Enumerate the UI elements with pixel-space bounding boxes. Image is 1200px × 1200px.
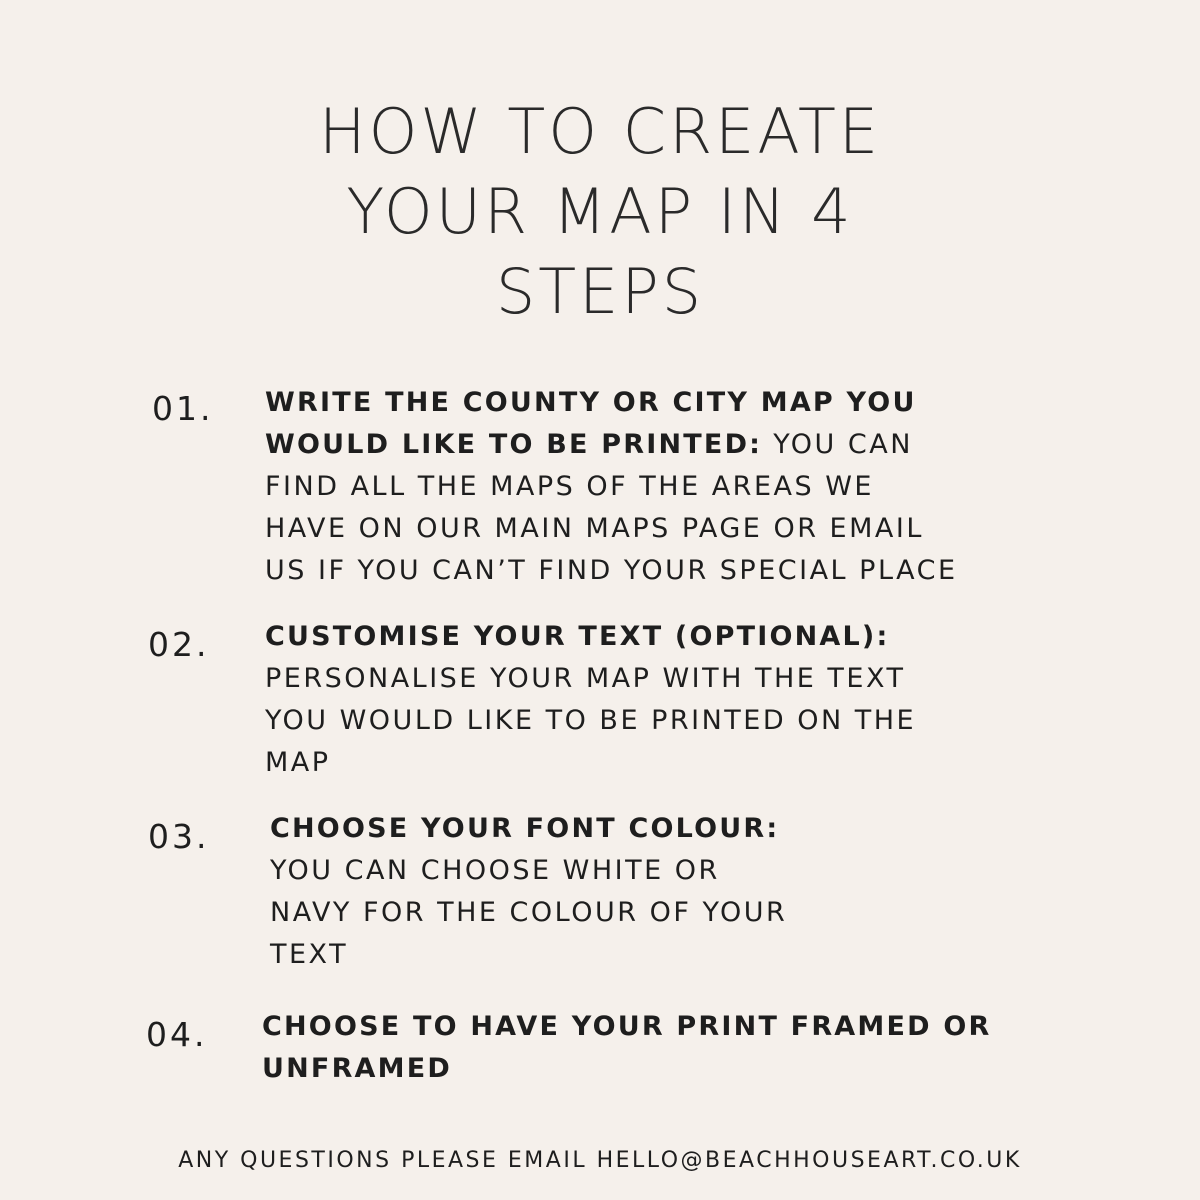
step-1-text-line-1: FIND ALL THE MAPS OF THE AREAS WE	[265, 471, 874, 502]
step-2-text-line-2: YOU WOULD LIKE TO BE PRINTED ON THE	[265, 705, 917, 736]
step-3-content	[270, 808, 1170, 976]
step-3-number: 03.	[148, 817, 210, 856]
step-2-text-line-1: PERSONALISE YOUR MAP WITH THE TEXT	[265, 663, 906, 694]
step-4-heading-line-1: CHOOSE TO HAVE YOUR PRINT FRAMED OR	[262, 1011, 992, 1042]
title-line-3: STEPS	[495, 255, 705, 328]
step-1-heading-line-2: WOULD LIKE TO BE PRINTED:	[265, 429, 763, 460]
contact-footer: ANY QUESTIONS PLEASE EMAIL HELLO@BEACHHOUSEART.CO.UK	[178, 1148, 1022, 1173]
step-3-text-line-1: YOU CAN CHOOSE WHITE OR	[270, 855, 720, 886]
step-3-text-line-3: TEXT	[270, 939, 349, 970]
step-4-heading-line-2: UNFRAMED	[262, 1053, 452, 1084]
step-1-content	[265, 382, 1165, 592]
step-1-text-line-3: US IF YOU CAN’T FIND YOUR SPECIAL PLACE	[265, 555, 958, 586]
step-2-heading-line-1: CUSTOMISE YOUR TEXT (OPTIONAL):	[265, 621, 890, 652]
title-line-1: HOW TO CREATE	[318, 95, 881, 168]
step-3-heading-line-1: CHOOSE YOUR FONT COLOUR:	[270, 813, 780, 844]
step-1-text-line-2: HAVE ON OUR MAIN MAPS PAGE OR EMAIL	[265, 513, 924, 544]
step-4-content	[262, 1006, 1162, 1090]
step-1-text-first: YOU CAN	[762, 429, 913, 460]
step-3-text-line-2: NAVY FOR THE COLOUR OF YOUR	[270, 897, 788, 928]
title-line-2: YOUR MAP IN 4	[346, 175, 854, 248]
step-2-content	[265, 616, 1165, 784]
step-1-heading-line-1: WRITE THE COUNTY OR CITY MAP YOU	[265, 387, 917, 418]
step-4-number: 04.	[146, 1015, 208, 1054]
page-title	[0, 92, 1200, 332]
step-1-number: 01.	[152, 389, 214, 428]
step-2-number: 02.	[148, 625, 210, 664]
step-2-text-line-3: MAP	[265, 747, 331, 778]
